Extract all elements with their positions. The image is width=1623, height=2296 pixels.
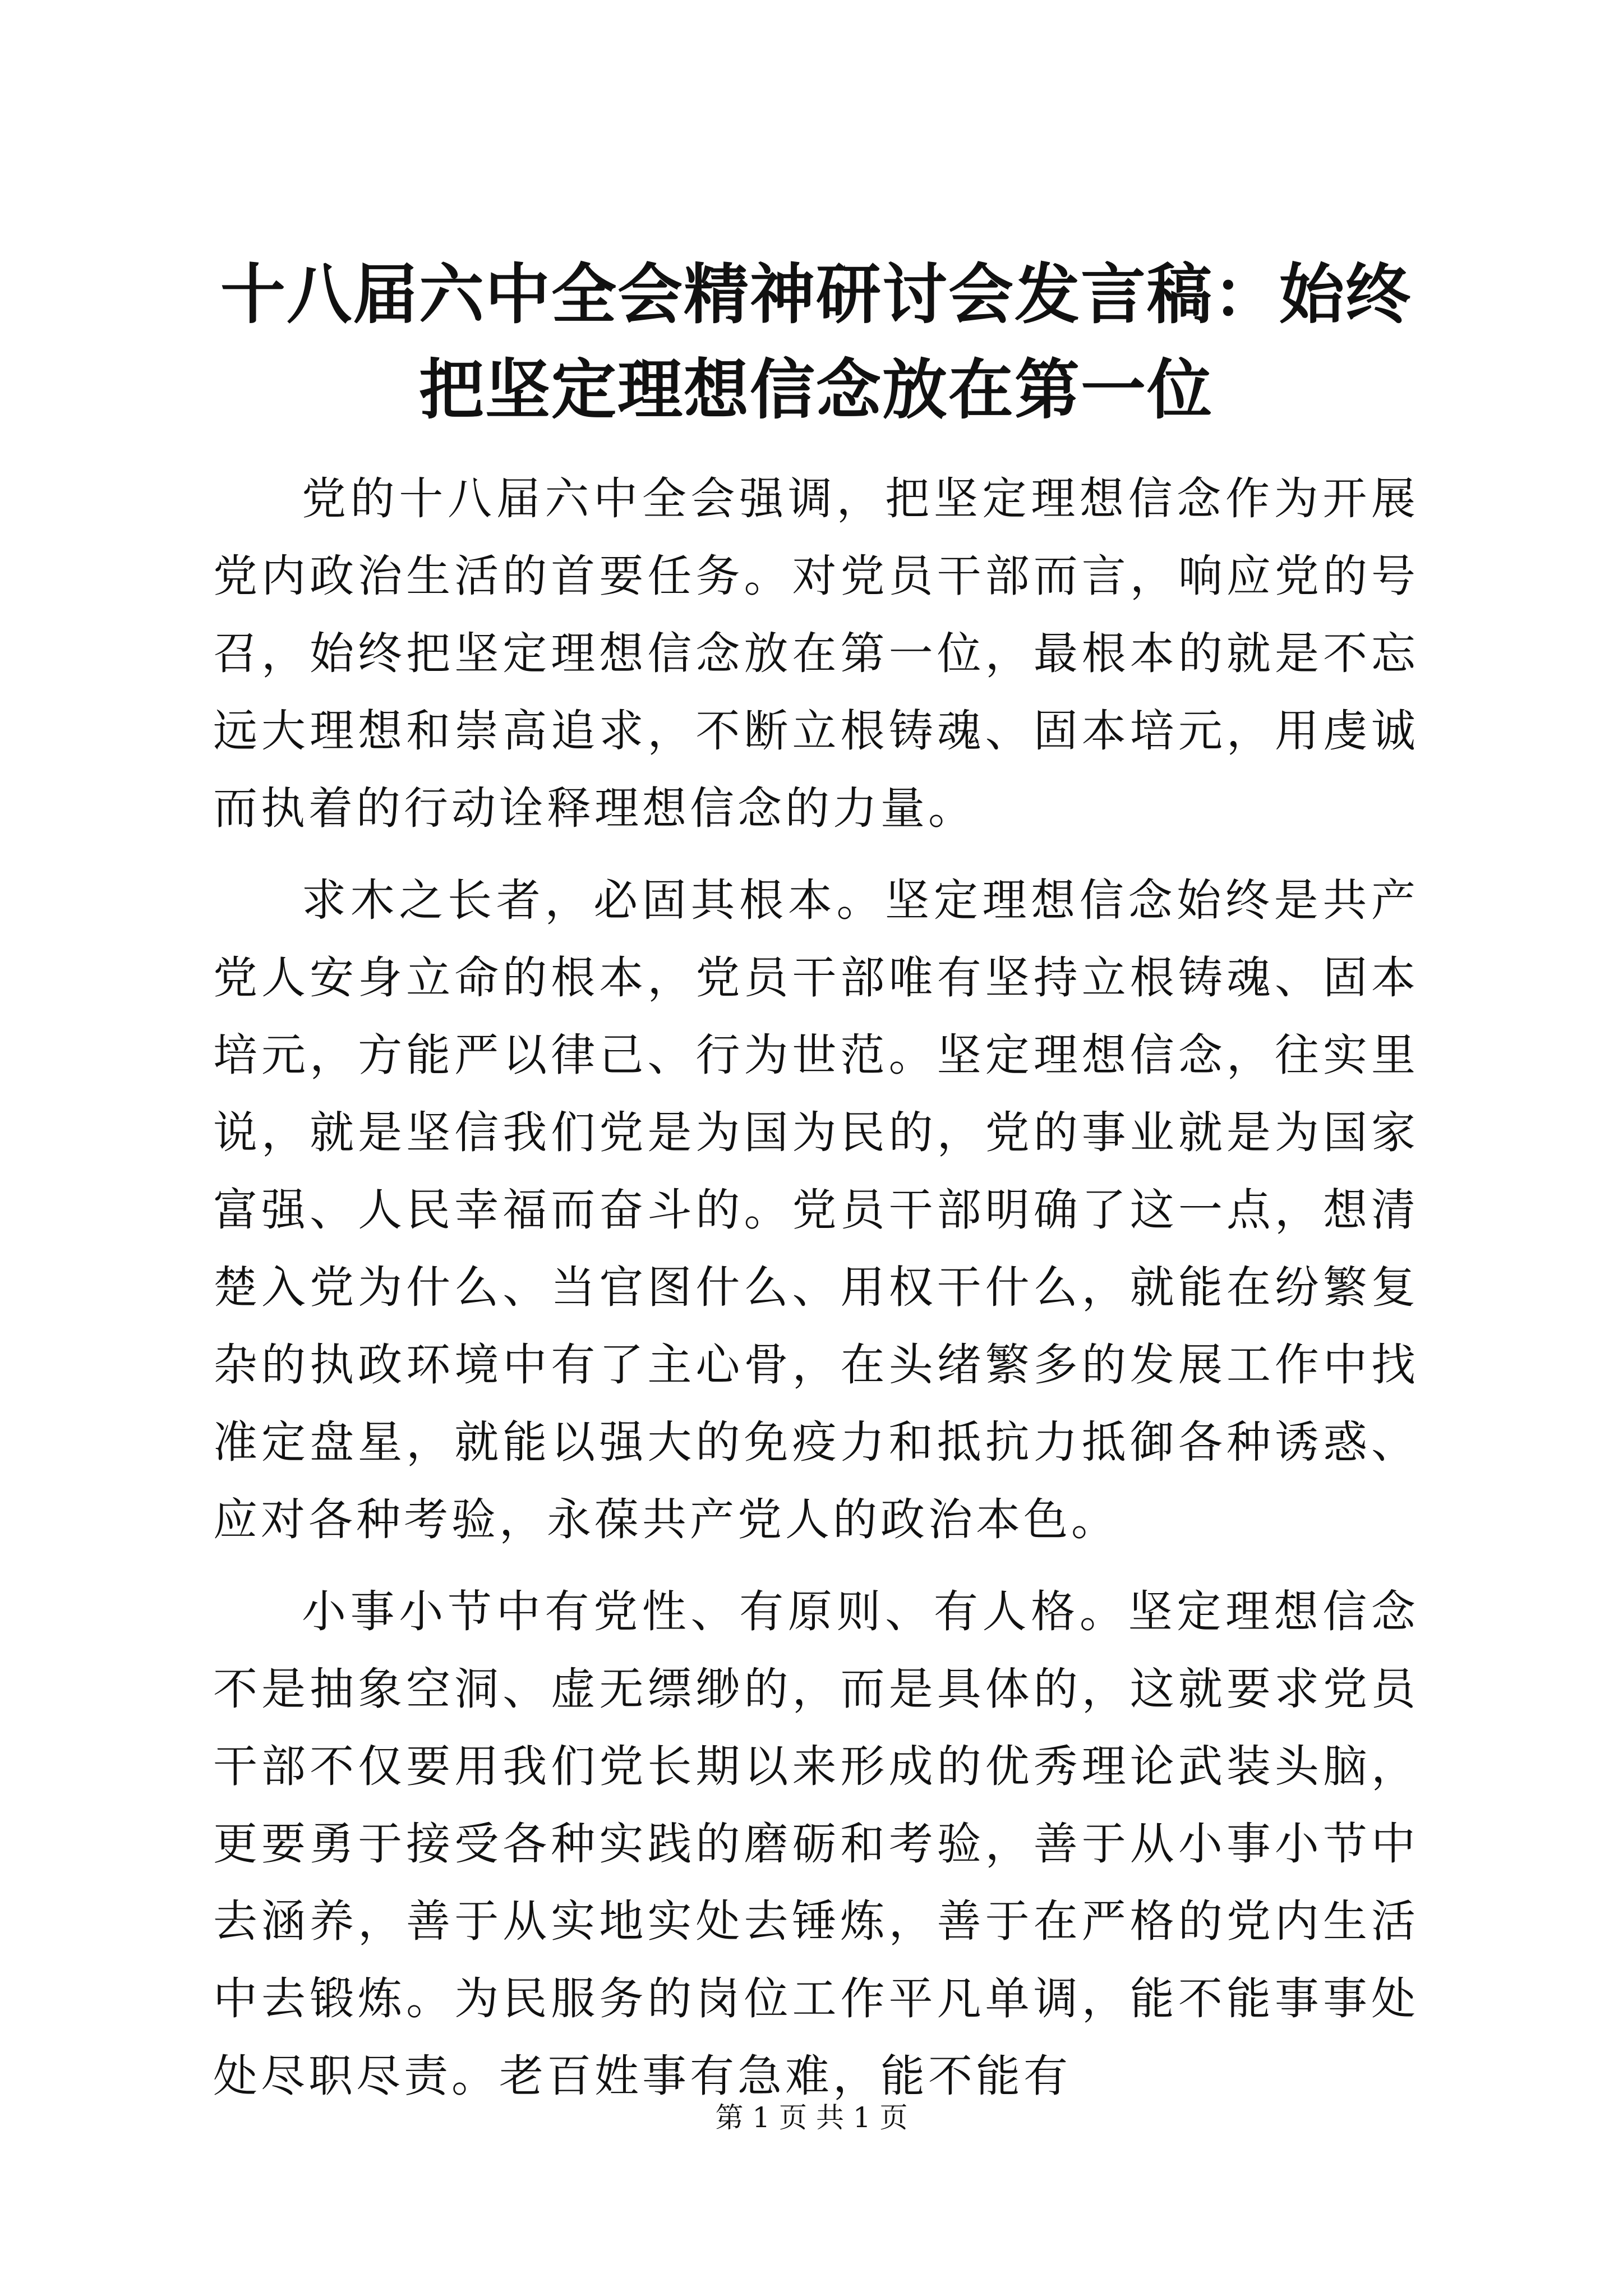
paragraph-1: 党的十八届六中全会强调，把坚定理想信念作为开展党内政治生活的首要任务。对党员干部而言，响应党的号召，始终把坚定理想信念放在第一位，最根本的就是不忘远大理想和崇高追求，不断立根铸魂、固本培元，用虔诚而执着的行动诠释理想信念的力量。: [213, 473, 1419, 834]
document-title: 十八届六中全会精神研讨会发言稿：始终把坚定理想信念放在第一位: [220, 256, 1412, 428]
paragraph-3: 小事小节中有党性、有原则、有人格。坚定理想信念不是抽象空洞、虚无缥缈的，而是具体的，这就要求党员干部不仅要用我们党长期以来形成的优秀理论武装头脑，更要勇于接受各种实践的磨砺和考验，善于从小事小节中去涵养，善于从实地实处去锤炼，善于在严格的党内生活中去锻炼。为民服务的岗位工作平凡单调，能不能事事处处尽职尽责。老百姓事有急难，能不能有: [213, 1586, 1419, 2102]
page-footer: 第 1 页 共 1 页: [715, 2101, 908, 2134]
document-body: [213, 460, 1419, 2129]
paragraph-2: 求木之长者，必固其根本。坚定理想信念始终是共产党人安身立命的根本，党员干部唯有坚持立根铸魂、固本培元，方能严以律己、行为世范。坚定理想信念，往实里说，就是坚信我们党是为国为民的，党的事业就是为国家富强、人民幸福而奋斗的。党员干部明确了这一点，想清楚入党为什么、当官图什么、用权干什么，就能在纷繁复杂的执政环境中有了主心骨，在头绪繁多的发展工作中找准定盘星，就能以强大的免疫力和抵抗力抵御各种诱惑、应对各种考验，永葆共产党人的政治本色。: [213, 875, 1419, 1545]
